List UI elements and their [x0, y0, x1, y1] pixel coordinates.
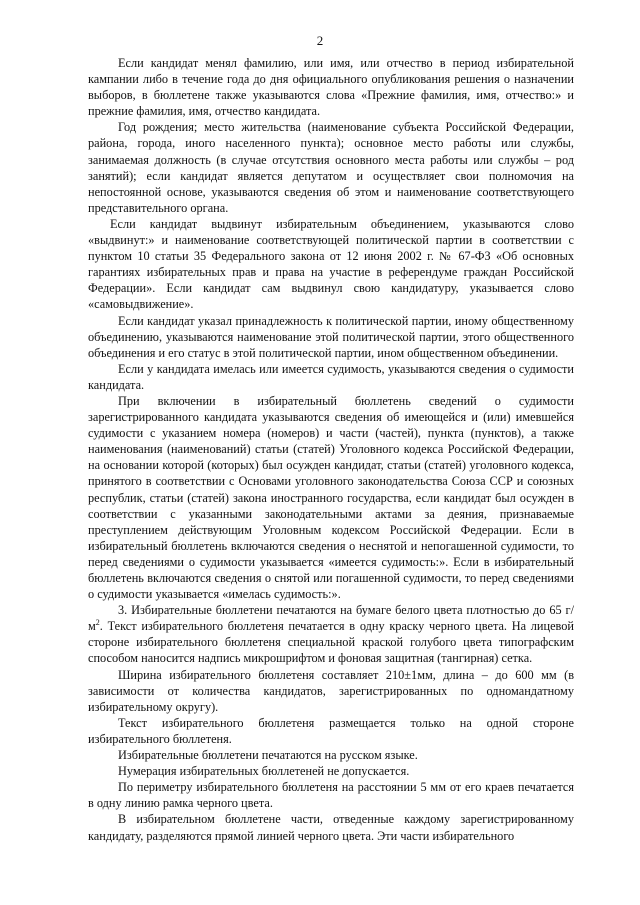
paragraph-nominated-by: Если кандидат выдвинут избирательным объединением, указываются слово «выдвинут:» и наименование соответствующей политической партии в соответствии с пунктом 10 статьи 35 Федерального закона от 12 июня 2002 г. № 67-ФЗ «Об основных гарантиях избирательных прав и права на участие в референдуме граждан Российской Федерации». Если кандидат сам выдвинул свою кандидатуру, указывается слово «самовыдвижение».	[88, 216, 574, 312]
paragraph-ballot-size: Ширина избирательного бюллетеня составляет 210±1мм, длина – до 600 мм (в зависимости от количества кандидатов, зарегистрированных по одномандатному избирательному округу).	[88, 667, 574, 714]
page-number: 2	[316, 33, 324, 48]
paragraph-birth-year-residence: Год рождения; место жительства (наименование субъекта Российской Федерации, района, города, иного населенного пункта); основное место работы или службы, занимаемая должность (в случае отсутствия основного места работы или службы – род занятий); если кандидат является депутатом и осуществляет свои полномочия на непостоянной основе, указываются сведения об этом и наименование соответствующего представительного органа.	[88, 120, 574, 215]
paragraph-former-name: Если кандидат менял фамилию, или имя, или отчество в период избирательной кампании либо в течение года до дня официального опубликования решения о назначении выборов, в бюллетене также указываются слова «Прежние фамилия, имя, отчество:» и прежние фамилия, имя, отчество кандидата.	[88, 56, 574, 119]
paragraph-criminal-record-details: При включении в избирательный бюллетень сведений о судимости зарегистрированного кандидата указываются сведения об имеющейся и (или) имевшейся судимости с указанием номера (номеров) и части (частей), пункта (пунктов), а также наименования (наименований) статьи (статей) Уголовного кодекса Российской Федерации, на основании которой (которых) был осужден кандидат, статьи (статей) уголовного кодекса, принятого в соответствии с Основами уголовного законодательства Союза ССР и союзных республик, статьи (статей) закона иностранного государства, если кандидат был осужден в соответствии с указанными законодательными актами за деяния, признаваемые преступлением действующим Уголовным кодексом Российской Федерации. Если в избирательный бюллетень включаются сведения о неснятой и непогашенной судимости, то перед сведениями о судимости указывается «имеется судимость:». Если в избирательный бюллетень включаются сведения о снятой или погашенной судимости, то перед сведениями о судимости указывается «имелась судимость:».	[88, 393, 574, 602]
paragraph-numbering: Нумерация избирательных бюллетеней не допускается.	[118, 764, 410, 779]
paragraph-language: Избирательные бюллетени печатаются на русском языке.	[118, 748, 418, 763]
paragraph-separator-lines: В избирательном бюллетене части, отведенные каждому зарегистрированному кандидату, разделяются прямой линией черного цвета. Эти части избирательного	[88, 812, 574, 843]
document-body	[88, 55, 574, 844]
paragraph-frame: По периметру избирательного бюллетеня на расстоянии 5 мм от его краев печатается в одну линию рамка черного цвета.	[88, 780, 574, 811]
superscript-two: 2	[95, 618, 100, 628]
paragraph-criminal-record: Если у кандидата имелась или имеется судимость, указываются сведения о судимости кандидата.	[88, 361, 574, 392]
paragraph-one-side: Текст избирательного бюллетеня размещается только на одной стороне избирательного бюллетеня.	[88, 715, 574, 746]
paper-density-text: 3. Избирательные бюллетени печатаются на бумаге белого цвета плотностью до 65 г/м	[88, 603, 574, 634]
paragraph-party-affiliation: Если кандидат указал принадлежность к политической партии, иному общественному объединению, указываются наименование этой политической партии, этого общественного объединения и его статус в этой политической партии, ином общественном объединении.	[88, 313, 574, 360]
paper-density-text-cont: . Текст избирательного бюллетеня печатается в одну краску черного цвета. На лицевой стороне избирательного бюллетеня специальной краской голубого цвета типографским способом наносится надпись микрошрифтом и фоновая защитная (тангирная) сетка.	[88, 619, 574, 666]
paragraph-paper-density	[88, 602, 574, 666]
